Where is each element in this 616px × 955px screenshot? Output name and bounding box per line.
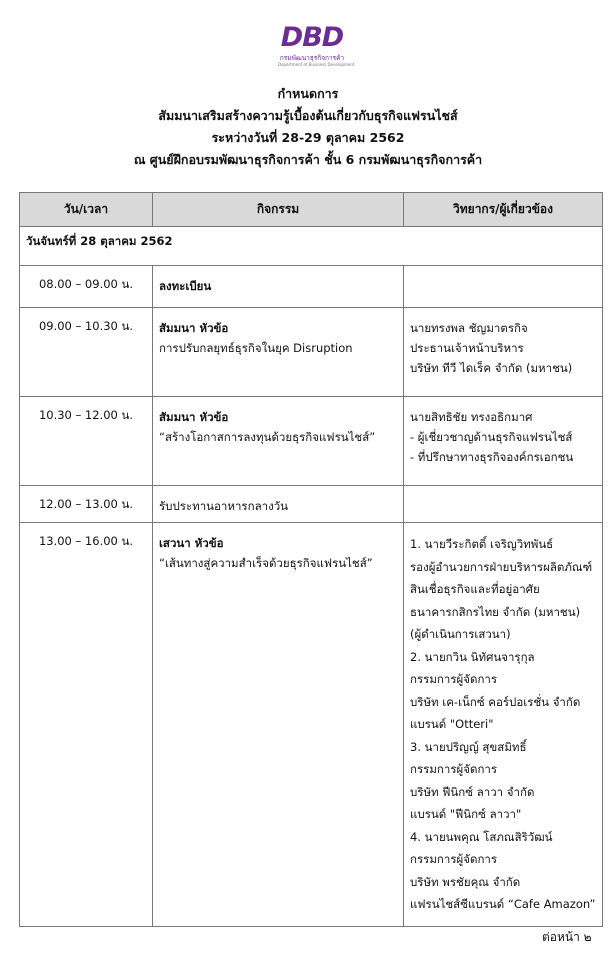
speaker-line: นายทรงพล ชัญมาตรกิจ (410, 321, 528, 335)
speaker-cell (404, 397, 603, 486)
seminar-dates: ระหว่างวันที่ 28-29 ตุลาคม 2562 (211, 130, 405, 145)
speaker-cell (404, 523, 603, 927)
speaker-line: - ที่ปรึกษาทางธุรกิจองค์กรเอกชน (410, 450, 574, 464)
seminar-venue: ณ ศูนย์ฝึกอบรมพัฒนาธุรกิจการค้า ชั้น 6 กรมพัฒนาธุรกิจการค้า (133, 152, 483, 167)
speaker-line: บริษัท ฟีนิกซ์ ลาวา จำกัด (410, 784, 535, 799)
speaker-line: นายสิทธิชัย ทรงอธิกมาศ (410, 410, 533, 424)
activity-heading: ลงทะเบียน (159, 279, 212, 293)
next-page-note: ต่อหน้า ๒ (542, 930, 592, 944)
activity-heading: สัมมนา หัวข้อ (159, 321, 229, 335)
dbd-logo (278, 14, 355, 70)
activity-topic: “เส้นทางสู่ความสำเร็จด้วยธุรกิจแฟรนไชส์” (159, 556, 373, 570)
speaker-line: 3. นายปริญญ์ สุขสมิทธิ์ (410, 739, 527, 754)
speaker-line: แบรนด์ "ฟีนิกซ์ ลาวา" (410, 807, 522, 821)
speaker-line: กรรมการผู้จัดการ (410, 762, 498, 776)
speaker-line: ประธานเจ้าหน้าบริหาร (410, 341, 524, 355)
schedule-table (19, 192, 603, 927)
speaker-line: บริษัท ทีวี ไดเร็ค จำกัด (มหาชน) (410, 361, 573, 375)
speaker-line: 4. นายนพคุณ โสภณสิริวัฒน์ (410, 829, 553, 844)
speaker-cell (404, 486, 603, 523)
table-row (20, 397, 603, 486)
activity-topic: “สร้างโอกาสการลงทุนด้วยธุรกิจแฟรนไชส์” (159, 430, 376, 444)
speaker-line: แฟรนไชส์ซีแบรนด์ “Cafe Amazon” (410, 897, 596, 911)
table-row (20, 523, 603, 927)
activity-cell (153, 308, 404, 397)
time-cell: 08.00 – 09.00 น. (20, 266, 153, 308)
speaker-line: แบรนด์ "Otteri" (410, 717, 494, 731)
doc-title: กำหนดการ (277, 86, 339, 101)
time-cell: 13.00 – 16.00 น. (20, 523, 153, 927)
speaker-line: ธนาคารกสิกรไทย จำกัด (มหาชน) (410, 604, 581, 619)
activity-topic: การปรับกลยุทธ์ธุรกิจในยุค Disruption (159, 341, 353, 355)
time-cell: 10.30 – 12.00 น. (20, 397, 153, 486)
speaker-cell (404, 266, 603, 308)
table-row (20, 486, 603, 523)
day-label: วันจันทร์ที่ 28 ตุลาคม 2562 (20, 227, 603, 266)
activity-cell (153, 523, 404, 927)
table-header-row (20, 193, 603, 227)
col-header-activity: กิจกรรม (153, 193, 404, 227)
logo-english-name: Department of Business Development (278, 62, 355, 67)
activity-cell (153, 397, 404, 486)
speaker-line: บริษัท พรชัยคุณ จำกัด (410, 874, 521, 889)
seminar-title: สัมมนาเสริมสร้างความรู้เบื้องต้นเกี่ยวกับธุรกิจแฟรนไชส์ (158, 108, 458, 123)
logo-wordmark: DBD (280, 22, 344, 53)
table-row (20, 308, 603, 397)
speaker-line: กรรมการผู้จัดการ (410, 672, 498, 686)
speaker-line: 1. นายวีระกิตติ์ เจริญวิทพันธ์ (410, 537, 554, 551)
activity-cell (153, 266, 404, 308)
activity-heading: สัมมนา หัวข้อ (159, 410, 229, 424)
time-cell: 09.00 – 10.30 น. (20, 308, 153, 397)
speaker-line: กรรมการผู้จัดการ (410, 852, 498, 866)
activity-heading: เสวนา หัวข้อ (159, 536, 224, 550)
speaker-line: (ผู้ดำเนินการเสวนา) (410, 627, 511, 641)
speaker-line: บริษัท เค-เน็กซ์ คอร์ปอเรชั่น จำกัด (410, 694, 581, 709)
speaker-line: รองผู้อำนวยการฝ่ายบริหารผลิตภัณฑ์ (410, 559, 593, 574)
logo-thai-name: กรมพัฒนาธุรกิจการค้า (279, 54, 345, 62)
activity-topic: รับประทานอาหารกลางวัน (159, 499, 289, 513)
activity-cell (153, 486, 404, 523)
speaker-cell (404, 308, 603, 397)
speaker-line: สินเชื่อธุรกิจและที่อยู่อาศัย (410, 582, 540, 596)
day-row (20, 227, 603, 266)
speaker-line: - ผู้เชี่ยวชาญด้านธุรกิจแฟรนไชส์ (410, 430, 573, 444)
col-header-time: วัน/เวลา (20, 193, 153, 227)
col-header-speakers: วิทยากร/ผู้เกี่ยวข้อง (404, 193, 603, 227)
time-cell: 12.00 – 13.00 น. (20, 486, 153, 523)
table-row (20, 266, 603, 308)
speaker-line: 2. นายกวิน นิทัศนจารุกุล (410, 649, 535, 664)
